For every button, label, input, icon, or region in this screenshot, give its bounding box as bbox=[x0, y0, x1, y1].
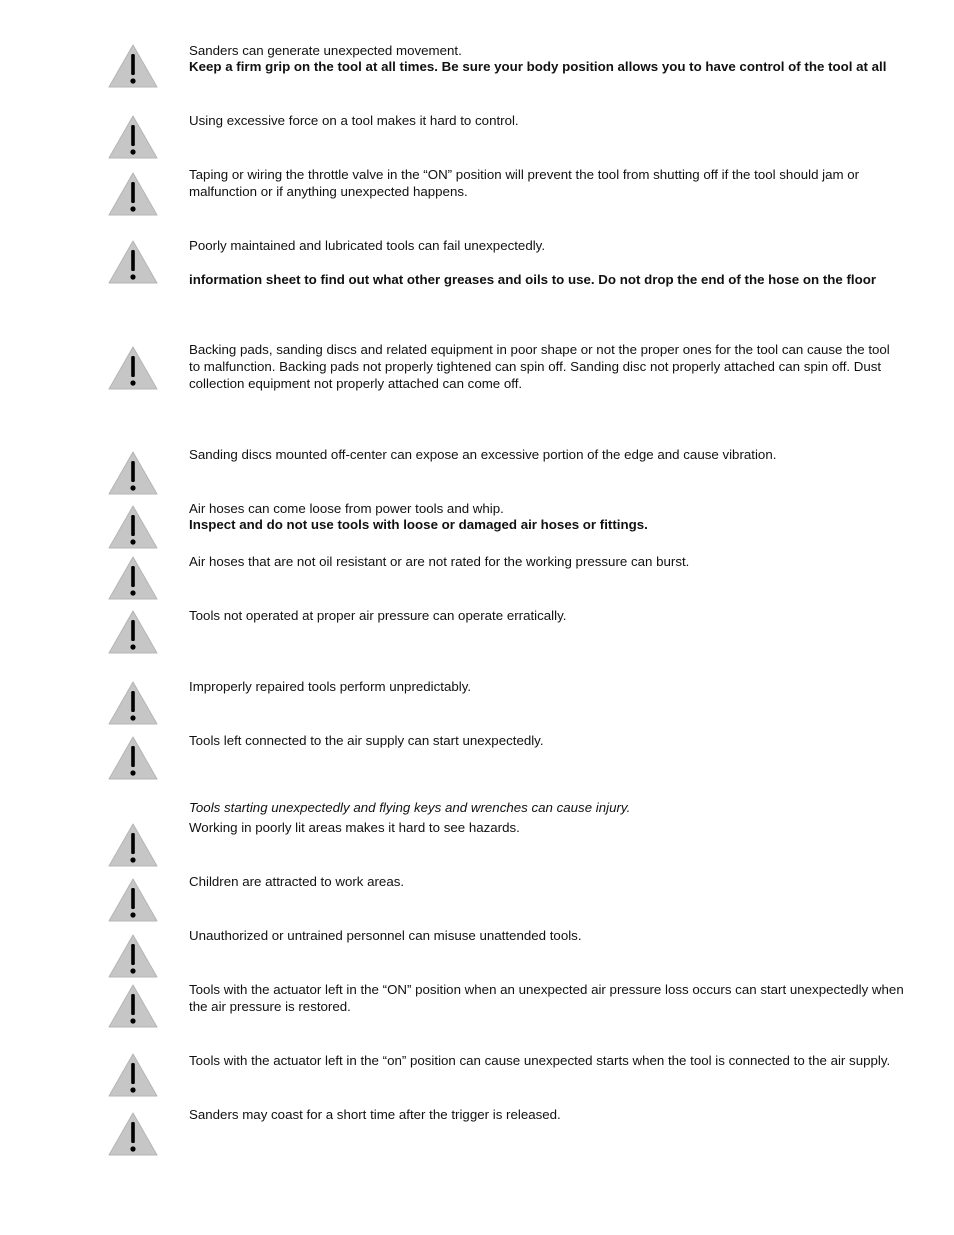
warning-instruction: information sheet to find out what other greases and oils to use. Do not drop the end of the hose on the floor bbox=[189, 272, 877, 287]
warning-text: Using excessive force on a tool makes it hard to control. bbox=[189, 113, 519, 128]
warning-icon bbox=[108, 346, 158, 390]
warning-icon bbox=[108, 610, 158, 654]
warning-icon bbox=[108, 172, 158, 216]
warning-icon bbox=[108, 823, 158, 867]
warning-text: Children are attracted to work areas. bbox=[189, 874, 405, 889]
warning-icon bbox=[108, 240, 158, 284]
warning-note: Tools starting unexpectedly and flying keys and wrenches can cause injury. bbox=[189, 800, 631, 815]
warning-text: Tools not operated at proper air pressure can operate erratically. bbox=[189, 608, 567, 623]
warning-text: Taping or wiring the throttle valve in the “ON” position will prevent the tool from shutting off if the tool should jam or malfunction or if anything unexpected happens. bbox=[189, 167, 860, 199]
warning-icon bbox=[108, 878, 158, 922]
warning-text: Working in poorly lit areas makes it hard to see hazards. bbox=[189, 820, 520, 835]
warning-icon bbox=[108, 681, 158, 725]
warning-icon bbox=[108, 1053, 158, 1097]
warning-icon bbox=[108, 115, 158, 159]
warning-text: Tools with the actuator left in the “ON” position when an unexpected air pressure loss occurs can start unexpectedly when the air pressure is restored. bbox=[189, 982, 904, 1014]
warning-icon bbox=[108, 934, 158, 978]
warning-text: Sanding discs mounted off-center can expose an excessive portion of the edge and cause vibration. bbox=[189, 447, 777, 462]
warning-text: Sanders may coast for a short time after the trigger is released. bbox=[189, 1107, 561, 1122]
warning-icon bbox=[108, 451, 158, 495]
warning-instruction: Inspect and do not use tools with loose or damaged air hoses or fittings. bbox=[189, 517, 648, 532]
warning-text: Tools left connected to the air supply can start unexpectedly. bbox=[189, 733, 544, 748]
warning-text: Unauthorized or untrained personnel can misuse unattended tools. bbox=[189, 928, 582, 943]
warning-icon bbox=[108, 44, 158, 88]
warning-instruction: Keep a firm grip on the tool at all times. Be sure your body position allows you to have control of the tool at all bbox=[189, 59, 887, 74]
warning-icon bbox=[108, 1112, 158, 1156]
warning-text: Improperly repaired tools perform unpredictably. bbox=[189, 679, 472, 694]
warning-icon bbox=[108, 556, 158, 600]
warning-text: Air hoses that are not oil resistant or are not rated for the working pressure can burst. bbox=[189, 554, 690, 569]
warning-icon bbox=[108, 984, 158, 1028]
warning-text: Poorly maintained and lubricated tools can fail unexpectedly. bbox=[189, 238, 546, 253]
warning-text: Backing pads, sanding discs and related equipment in poor shape or not the proper ones for the tool can cause the tool to malfunction. Backing pads not properly tightened can spin off. Sanding disc not properly attached can spin off. Dust collection equipment not properly attached can come off. bbox=[189, 342, 890, 391]
warning-icon bbox=[108, 736, 158, 780]
warning-text: Sanders can generate unexpected movement. bbox=[189, 43, 462, 58]
warning-icon bbox=[108, 505, 158, 549]
warning-text: Air hoses can come loose from power tools and whip. bbox=[189, 501, 504, 516]
warning-text: Tools with the actuator left in the “on” position can cause unexpected starts when the tool is connected to the air supply. bbox=[189, 1053, 891, 1068]
